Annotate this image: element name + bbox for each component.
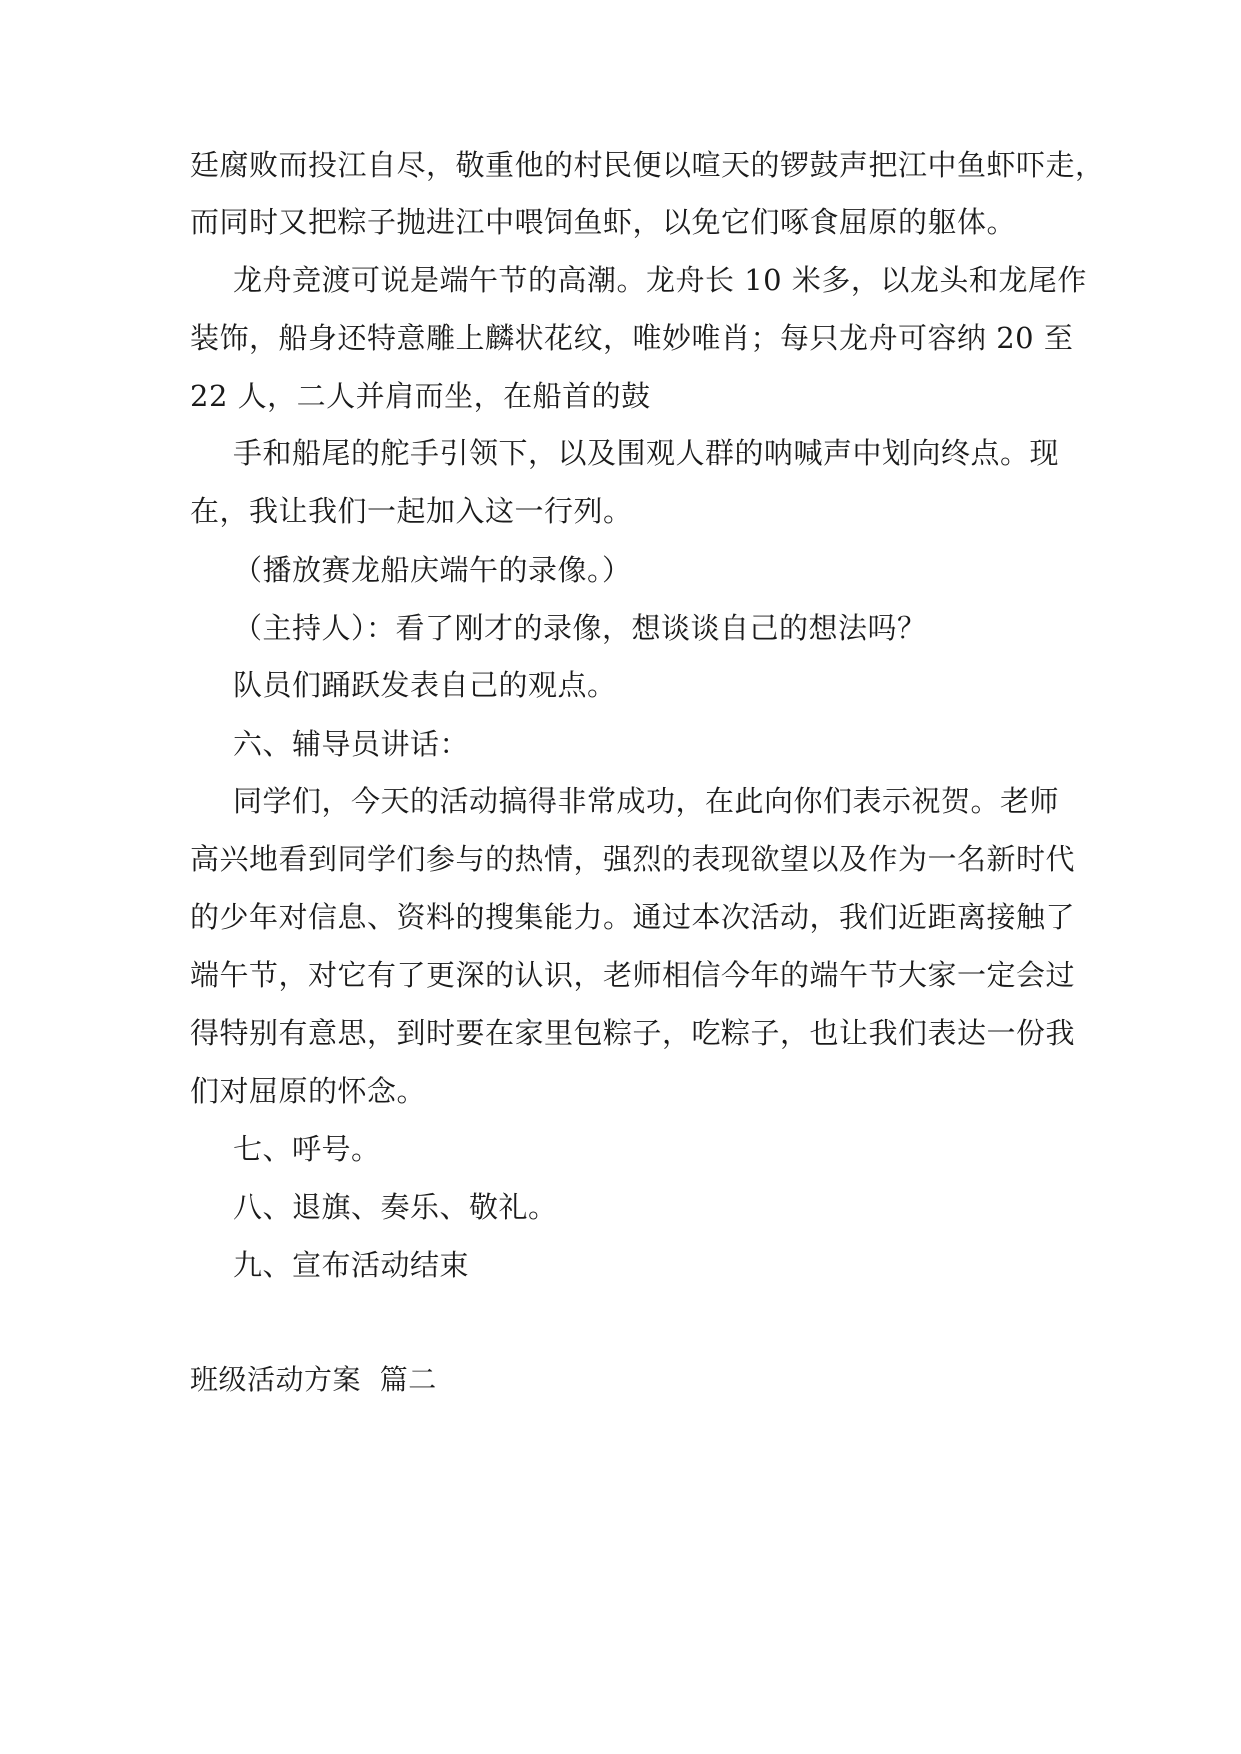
section-heading: 七、呼号。	[233, 1132, 381, 1166]
body-line: 而同时又把粽子抛进江中喂饲鱼虾，以免它们啄食屈原的躯体。	[190, 205, 1017, 239]
paragraph-line: 队员们踊跃发表自己的观点。	[233, 668, 617, 702]
body-line: 22 人，二人并肩而坐，在船首的鼓	[190, 379, 651, 413]
paragraph-line: 龙舟竞渡可说是端午节的高潮。龙舟长 10 米多，以龙头和龙尾作	[233, 263, 1087, 297]
section-heading: 六、辅导员讲话：	[233, 727, 470, 761]
body-line: 廷腐败而投江自尽，敬重他的村民便以喧天的锣鼓声把江中鱼虾吓走，	[190, 148, 1105, 182]
body-line: 高兴地看到同学们参与的热情，强烈的表现欲望以及作为一名新时代	[190, 842, 1076, 876]
paragraph-line: （播放赛龙船庆端午的录像。）	[233, 553, 632, 587]
paragraph-line: （主持人）：看了刚才的录像，想谈谈自己的想法吗？	[233, 611, 927, 645]
paragraph-line: 手和船尾的舵手引领下，以及围观人群的呐喊声中划向终点。现	[233, 436, 1060, 470]
section-heading: 九、宣布活动结束	[233, 1248, 470, 1282]
section-heading: 八、退旗、奏乐、敬礼。	[233, 1190, 558, 1224]
body-line: 在，我让我们一起加入这一行列。	[190, 494, 633, 528]
body-line: 装饰，船身还特意雕上麟状花纹，唯妙唯肖；每只龙舟可容纳 20 至	[190, 321, 1074, 355]
body-line: 得特别有意思，到时要在家里包粽子，吃粽子，也让我们表达一份我	[190, 1016, 1076, 1050]
body-line: 端午节，对它有了更深的认识，老师相信今年的端午节大家一定会过	[190, 958, 1076, 992]
body-line: 的少年对信息、资料的搜集能力。通过本次活动，我们近距离接触了	[190, 900, 1076, 934]
paragraph-line: 同学们，今天的活动搞得非常成功，在此向你们表示祝贺。老师	[233, 784, 1060, 818]
body-line: 们对屈原的怀念。	[190, 1074, 427, 1108]
section-title: 班级活动方案 篇二	[190, 1363, 437, 1396]
